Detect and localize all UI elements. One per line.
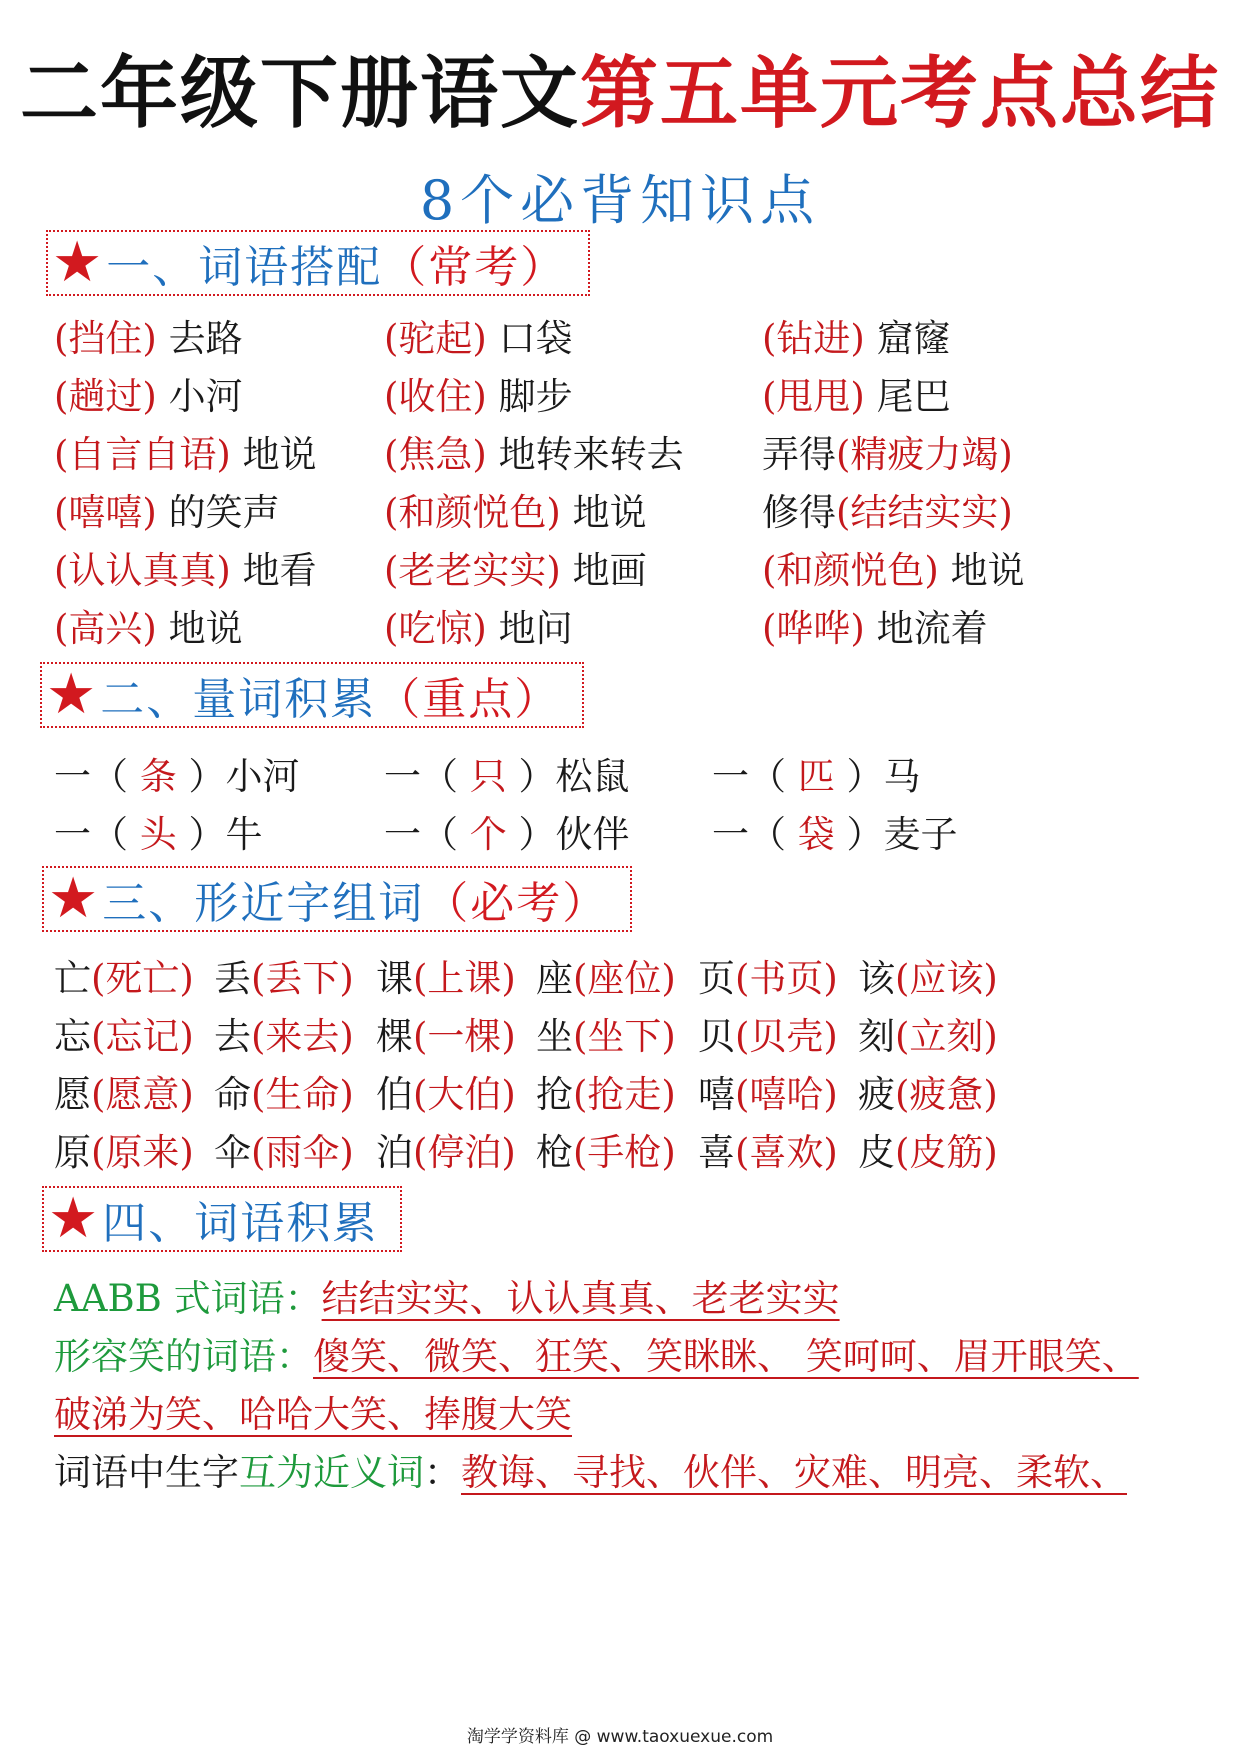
laugh-line-2 xyxy=(54,1384,572,1438)
similar-char-word: (座位) xyxy=(573,957,676,1000)
similar-char: 疲 xyxy=(858,1073,895,1116)
collocation-answer: (驼起) xyxy=(384,317,487,360)
similar-char: 课 xyxy=(376,957,413,1000)
similar-char-item xyxy=(376,948,516,1002)
similar-char: 嘻 xyxy=(698,1073,735,1116)
collocation-item xyxy=(762,424,1013,478)
section-4-label: 四、词语积累 xyxy=(102,1198,379,1249)
collocation-word: 地画 xyxy=(560,549,647,592)
measure-prefix: 一（ xyxy=(54,755,140,798)
collocation-word: 口袋 xyxy=(486,317,573,360)
similar-char-word: (手枪) xyxy=(573,1131,676,1174)
synonym-colon: ： xyxy=(424,1451,461,1494)
collocation-word: 地问 xyxy=(486,607,573,650)
section-3-label: 三、形近字组词 xyxy=(102,878,425,929)
collocation-answer: (结结实实) xyxy=(836,491,1013,534)
collocation-item xyxy=(384,482,647,536)
similar-char-word: (大伯) xyxy=(413,1073,516,1116)
collocation-word: 地说 xyxy=(230,433,317,476)
measure-word-item xyxy=(54,804,263,858)
section-3-header xyxy=(42,866,632,932)
similar-char-word: (立刻) xyxy=(895,1015,998,1058)
similar-char-item xyxy=(698,948,838,1002)
collocation-item xyxy=(384,366,573,420)
similar-char: 抢 xyxy=(536,1073,573,1116)
collocation-item xyxy=(54,366,243,420)
similar-char: 命 xyxy=(214,1073,251,1116)
similar-char: 贝 xyxy=(698,1015,735,1058)
similar-char-item xyxy=(698,1064,838,1118)
section-1-tag: （常考） xyxy=(382,242,567,293)
measure-answer: 匹 xyxy=(797,755,835,798)
synonym-line xyxy=(54,1442,1127,1496)
similar-char: 原 xyxy=(54,1131,91,1174)
similar-char: 愿 xyxy=(54,1073,91,1116)
section-1-header xyxy=(46,230,590,296)
similar-char-item xyxy=(376,1006,516,1060)
collocation-answer: (焦急) xyxy=(384,433,487,476)
similar-char: 去 xyxy=(214,1015,251,1058)
collocation-item xyxy=(762,308,951,362)
collocation-word: 地说 xyxy=(560,491,647,534)
measure-prefix: 一（ xyxy=(384,813,470,856)
section-3-tag: （必考） xyxy=(424,878,609,929)
collocation-word: 地转来转去 xyxy=(486,433,684,476)
measure-noun: ）麦子 xyxy=(834,813,958,856)
measure-answer: 袋 xyxy=(797,813,835,856)
collocation-answer: (和颜悦色) xyxy=(384,491,561,534)
section-2-label: 二、量词积累 xyxy=(100,674,377,725)
similar-char: 刻 xyxy=(858,1015,895,1058)
collocation-prefix: 修得 xyxy=(762,491,836,534)
footer-watermark: 淘学学资料库 @ www.taoxuexue.com xyxy=(466,1727,774,1747)
collocation-item xyxy=(54,424,317,478)
similar-char-item xyxy=(698,1006,838,1060)
measure-word-item xyxy=(712,804,958,858)
measure-prefix: 一（ xyxy=(54,813,140,856)
laugh-label: 形容笑的词语： xyxy=(54,1335,313,1378)
similar-char-item xyxy=(858,1122,998,1176)
similar-char-word: (雨伞) xyxy=(251,1131,354,1174)
similar-char-item xyxy=(858,1064,998,1118)
measure-noun: ）伙伴 xyxy=(506,813,630,856)
collocation-item xyxy=(762,366,951,420)
collocation-item xyxy=(384,598,573,652)
measure-word-item xyxy=(712,746,921,800)
similar-char-word: (应该) xyxy=(895,957,998,1000)
collocation-word: 脚步 xyxy=(486,375,573,418)
similar-char: 喜 xyxy=(698,1131,735,1174)
section-2-tag: （重点） xyxy=(376,674,561,725)
similar-char-word: (原来) xyxy=(91,1131,194,1174)
similar-char: 亡 xyxy=(54,957,91,1000)
aabb-label: AABB 式词语： xyxy=(54,1277,322,1320)
similar-char-item xyxy=(214,1064,354,1118)
title-red-part: 第五单元考点总结 xyxy=(580,49,1221,139)
collocation-answer: (吃惊) xyxy=(384,607,487,650)
star-icon: ★ xyxy=(46,662,99,727)
similar-char: 伞 xyxy=(214,1131,251,1174)
collocation-answer: (老老实实) xyxy=(384,549,561,592)
collocation-answer: (甩甩) xyxy=(762,375,865,418)
collocation-answer: (挡住) xyxy=(54,317,157,360)
similar-char-word: (一棵) xyxy=(413,1015,516,1058)
page-title xyxy=(0,49,1240,139)
similar-char-word: (坐下) xyxy=(573,1015,676,1058)
laugh-words-1: 傻笑、微笑、狂笑、笑眯眯、 笑呵呵、眉开眼笑、 xyxy=(313,1335,1139,1378)
similar-char-word: (抢走) xyxy=(573,1073,676,1116)
similar-char-word: (忘记) xyxy=(91,1015,194,1058)
aabb-words: 结结实实、认认真真、老老实实 xyxy=(321,1277,840,1320)
similar-char-word: (丢下) xyxy=(251,957,354,1000)
collocation-item xyxy=(54,308,243,362)
similar-char: 棵 xyxy=(376,1015,413,1058)
collocation-item xyxy=(54,482,280,536)
similar-char-word: (来去) xyxy=(251,1015,354,1058)
similar-char-item xyxy=(376,1122,516,1176)
collocation-item xyxy=(54,598,243,652)
similar-char-word: (喜欢) xyxy=(735,1131,838,1174)
collocation-word: 地看 xyxy=(230,549,317,592)
measure-noun: ）小河 xyxy=(176,755,300,798)
similar-char: 皮 xyxy=(858,1131,895,1174)
section-1-label: 一、词语搭配 xyxy=(106,242,383,293)
measure-noun: ）马 xyxy=(834,755,921,798)
measure-answer: 头 xyxy=(139,813,177,856)
similar-char-word: (书页) xyxy=(735,957,838,1000)
collocation-answer: (趟过) xyxy=(54,375,157,418)
similar-char-item xyxy=(376,1064,516,1118)
collocation-answer: (钻进) xyxy=(762,317,865,360)
measure-prefix: 一（ xyxy=(712,813,798,856)
collocation-prefix: 弄得 xyxy=(762,433,836,476)
measure-word-item xyxy=(54,746,300,800)
collocation-word: 地说 xyxy=(156,607,243,650)
measure-noun: ）松鼠 xyxy=(506,755,630,798)
similar-char-item xyxy=(698,1122,838,1176)
collocation-answer: (认认真真) xyxy=(54,549,231,592)
section-4-header xyxy=(42,1186,402,1252)
similar-char-item xyxy=(214,948,354,1002)
similar-char-item xyxy=(54,1006,194,1060)
similar-char: 泊 xyxy=(376,1131,413,1174)
collocation-item xyxy=(762,482,1013,536)
collocation-item xyxy=(384,424,684,478)
synonym-prefix: 词语中生字 xyxy=(54,1451,239,1494)
collocation-answer: (精疲力竭) xyxy=(836,433,1013,476)
collocation-word: 的笑声 xyxy=(156,491,280,534)
similar-char-item xyxy=(858,1006,998,1060)
collocation-answer: (自言自语) xyxy=(54,433,231,476)
similar-char-item xyxy=(214,1122,354,1176)
star-icon: ★ xyxy=(48,866,101,931)
measure-prefix: 一（ xyxy=(384,755,470,798)
collocation-answer: (和颜悦色) xyxy=(762,549,939,592)
similar-char-item xyxy=(54,1122,194,1176)
collocation-word: 地流着 xyxy=(864,607,988,650)
collocation-item xyxy=(762,540,1025,594)
similar-char-word: (嘻哈) xyxy=(735,1073,838,1116)
similar-char-word: (贝壳) xyxy=(735,1015,838,1058)
collocation-word: 窟窿 xyxy=(864,317,951,360)
similar-char-word: (上课) xyxy=(413,957,516,1000)
section-2-header xyxy=(40,662,584,728)
collocation-item xyxy=(384,308,573,362)
similar-char-item xyxy=(54,1064,194,1118)
collocation-answer: (收住) xyxy=(384,375,487,418)
measure-prefix: 一（ xyxy=(712,755,798,798)
similar-char: 座 xyxy=(536,957,573,1000)
collocation-word: 尾巴 xyxy=(864,375,951,418)
similar-char-item xyxy=(858,948,998,1002)
synonym-label: 互为近义词 xyxy=(239,1451,424,1494)
laugh-words-2: 破涕为笑、哈哈大笑、捧腹大笑 xyxy=(54,1393,572,1436)
measure-noun: ）牛 xyxy=(176,813,263,856)
similar-char: 该 xyxy=(858,957,895,1000)
measure-answer: 只 xyxy=(469,755,507,798)
collocation-word: 去路 xyxy=(156,317,243,360)
similar-char: 坐 xyxy=(536,1015,573,1058)
similar-char: 伯 xyxy=(376,1073,413,1116)
similar-char-word: (愿意) xyxy=(91,1073,194,1116)
similar-char-word: (停泊) xyxy=(413,1131,516,1174)
similar-char: 页 xyxy=(698,957,735,1000)
similar-char: 枪 xyxy=(536,1131,573,1174)
similar-char-item xyxy=(214,1006,354,1060)
title-black-part: 二年级下册语文 xyxy=(19,49,580,139)
collocation-item xyxy=(54,540,317,594)
similar-char-item xyxy=(536,1006,676,1060)
similar-char-item xyxy=(54,948,194,1002)
similar-char-word: (疲惫) xyxy=(895,1073,998,1116)
collocation-answer: (高兴) xyxy=(54,607,157,650)
collocation-item xyxy=(762,598,988,652)
page-subtitle: 8个必背知识点 xyxy=(419,169,821,232)
similar-char-item xyxy=(536,948,676,1002)
collocation-word: 地说 xyxy=(938,549,1025,592)
collocation-item xyxy=(384,540,647,594)
similar-char-item xyxy=(536,1122,676,1176)
similar-char-word: (死亡) xyxy=(91,957,194,1000)
collocation-answer: (哗哗) xyxy=(762,607,865,650)
similar-char-word: (皮筋) xyxy=(895,1131,998,1174)
synonym-words: 教诲、寻找、伙伴、灾难、明亮、柔软、 xyxy=(461,1451,1127,1494)
similar-char-item xyxy=(536,1064,676,1118)
similar-char: 忘 xyxy=(54,1015,91,1058)
similar-char: 丢 xyxy=(214,957,251,1000)
collocation-answer: (嘻嘻) xyxy=(54,491,157,534)
laugh-line-1 xyxy=(54,1326,1139,1380)
measure-answer: 个 xyxy=(469,813,507,856)
star-icon: ★ xyxy=(52,230,105,295)
measure-word-item xyxy=(384,804,630,858)
similar-char-word: (生命) xyxy=(251,1073,354,1116)
collocation-word: 小河 xyxy=(156,375,243,418)
star-icon: ★ xyxy=(48,1186,101,1251)
measure-word-item xyxy=(384,746,630,800)
measure-answer: 条 xyxy=(139,755,177,798)
aabb-line xyxy=(54,1268,840,1322)
